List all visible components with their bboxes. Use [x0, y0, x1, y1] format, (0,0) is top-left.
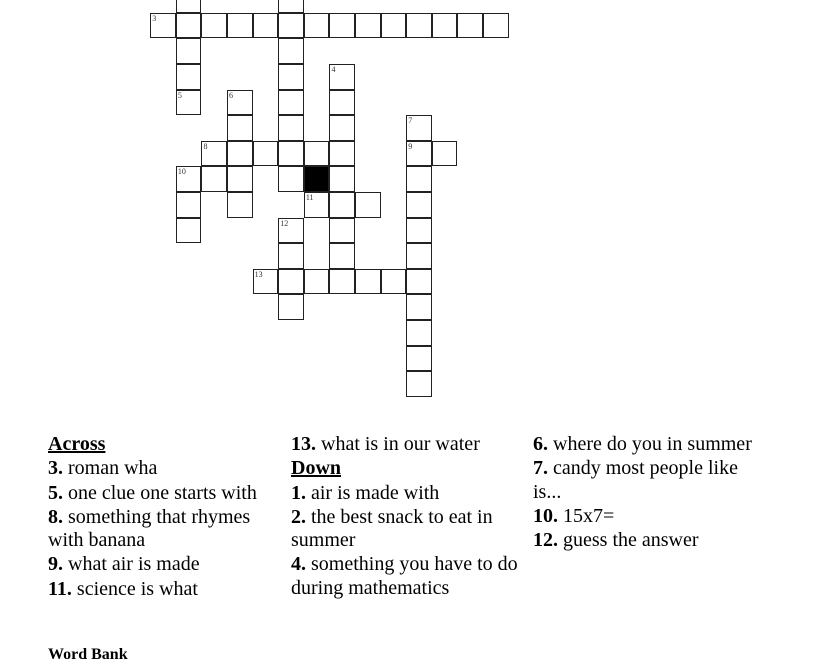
clue-item [291, 433, 526, 456]
grid-cell[interactable] [406, 346, 432, 372]
across-heading: Across [48, 433, 106, 455]
grid-cell[interactable] [406, 141, 432, 167]
clue-item [533, 505, 768, 528]
grid-cell[interactable] [329, 269, 355, 295]
clue-item [48, 506, 283, 553]
grid-cell[interactable] [406, 166, 432, 192]
grid-cell[interactable] [406, 115, 432, 141]
grid-cell[interactable] [227, 115, 253, 141]
grid-cell[interactable] [176, 38, 202, 64]
cell-number: 11 [305, 193, 314, 203]
grid-cell[interactable] [227, 13, 253, 39]
clue-number: 13. [291, 433, 316, 455]
grid-cell[interactable] [278, 38, 304, 64]
grid-cell[interactable] [406, 269, 432, 295]
clue-text: guess the answer [563, 529, 699, 552]
clue-text: what air is made [68, 553, 200, 576]
grid-cell[interactable] [201, 13, 227, 39]
grid-cell[interactable] [329, 64, 355, 90]
grid-cell[interactable] [278, 13, 304, 39]
grid-cell[interactable] [150, 13, 176, 39]
clue-number: 11. [48, 577, 72, 600]
grid-cell[interactable] [381, 269, 407, 295]
clue-text: something you have to do during mathematics [291, 553, 518, 599]
grid-cell[interactable] [406, 192, 432, 218]
clue-item [291, 553, 526, 600]
grid-cell[interactable] [176, 13, 202, 39]
grid-cell[interactable] [278, 294, 304, 320]
clue-text: the best snack to eat in summer [291, 505, 493, 552]
clue-number: 7. [533, 457, 548, 480]
black-cell [304, 166, 330, 192]
grid-cell[interactable] [278, 64, 304, 90]
grid-cell[interactable] [457, 13, 483, 39]
clue-item [48, 553, 283, 576]
grid-cell[interactable] [227, 141, 253, 167]
clue-number: 8. [48, 505, 63, 528]
clue-number: 10. [533, 504, 558, 527]
clue-number: 6. [533, 433, 548, 455]
clue-number: 3. [48, 457, 63, 480]
cell-number: 4 [331, 65, 336, 75]
grid-cell[interactable] [278, 0, 304, 13]
grid-cell[interactable] [329, 141, 355, 167]
grid-cell[interactable] [483, 13, 509, 39]
grid-cell[interactable] [253, 269, 279, 295]
clues-column-3 [533, 433, 768, 553]
grid-cell[interactable] [329, 218, 355, 244]
grid-cell[interactable] [406, 13, 432, 39]
grid-cell[interactable] [176, 90, 202, 116]
grid-cell[interactable] [227, 166, 253, 192]
grid-cell[interactable] [278, 218, 304, 244]
grid-cell[interactable] [176, 166, 202, 192]
clue-text: science is what [76, 577, 198, 600]
grid-cell[interactable] [355, 192, 381, 218]
grid-cell[interactable] [278, 269, 304, 295]
grid-cell[interactable] [304, 192, 330, 218]
grid-cell[interactable] [406, 243, 432, 269]
clue-number: 9. [48, 553, 63, 576]
clue-text: roman wha [68, 457, 158, 480]
clue-number: 2. [291, 505, 306, 528]
grid-cell[interactable] [201, 166, 227, 192]
clue-text: something that rhymes with banana [48, 505, 251, 552]
grid-cell[interactable] [176, 0, 202, 13]
grid-cell[interactable] [406, 320, 432, 346]
grid-cell[interactable] [406, 371, 432, 397]
clue-item [291, 482, 526, 505]
grid-cell[interactable] [406, 218, 432, 244]
grid-cell[interactable] [201, 141, 227, 167]
grid-cell[interactable] [304, 13, 330, 39]
grid-cell[interactable] [329, 13, 355, 39]
cell-number: 6 [229, 90, 234, 100]
grid-cell[interactable] [406, 294, 432, 320]
clue-number: 4. [291, 553, 306, 576]
clue-item [48, 457, 283, 480]
cell-number: 8 [203, 141, 208, 151]
cell-number: 13 [254, 269, 263, 279]
cell-number: 3 [152, 13, 157, 23]
grid-cell[interactable] [176, 218, 202, 244]
grid-cell[interactable] [278, 141, 304, 167]
grid-cell[interactable] [355, 269, 381, 295]
cell-number: 12 [280, 218, 289, 228]
cell-number: 10 [177, 167, 186, 177]
clue-item [533, 529, 768, 552]
grid-cell[interactable] [253, 141, 279, 167]
clue-text: candy most people like is... [533, 457, 738, 503]
grid-cell[interactable] [278, 166, 304, 192]
clue-item [533, 433, 768, 456]
cell-number: 7 [408, 116, 413, 126]
grid-cell[interactable] [381, 13, 407, 39]
grid-cell[interactable] [176, 192, 202, 218]
grid-cell[interactable] [304, 269, 330, 295]
grid-cell[interactable] [329, 166, 355, 192]
clue-text: 15x7= [563, 504, 615, 527]
cell-number: 9 [408, 141, 413, 151]
clue-item [48, 578, 283, 601]
clue-number: 1. [291, 481, 306, 504]
grid-cell[interactable] [432, 13, 458, 39]
clue-item [291, 506, 526, 553]
grid-cell[interactable] [329, 115, 355, 141]
clue-text: one clue one starts with [68, 481, 257, 504]
grid-cell[interactable] [278, 90, 304, 116]
grid-cell[interactable] [329, 243, 355, 269]
clue-number: 5. [48, 481, 63, 504]
clue-number: 12. [533, 529, 558, 552]
clue-item [48, 482, 283, 505]
clue-item [533, 457, 768, 504]
clue-text: where do you in summer [553, 433, 752, 455]
grid-cell[interactable] [227, 192, 253, 218]
grid-cell[interactable] [432, 141, 458, 167]
grid-cell[interactable] [329, 192, 355, 218]
cell-number: 5 [177, 90, 182, 100]
grid-cell[interactable] [355, 13, 381, 39]
down-heading: Down [291, 457, 342, 480]
grid-cell[interactable] [227, 90, 253, 116]
grid-cell[interactable] [329, 90, 355, 116]
grid-cell[interactable] [304, 141, 330, 167]
clues-column-2 [291, 433, 526, 601]
grid-cell[interactable] [278, 115, 304, 141]
clue-text: what is in our water [321, 433, 480, 455]
grid-cell[interactable] [278, 243, 304, 269]
clues-column-1 [48, 433, 283, 602]
word-bank-heading: Word Bank [48, 646, 128, 663]
clue-text: air is made with [311, 481, 440, 504]
grid-cell[interactable] [253, 13, 279, 39]
grid-cell[interactable] [176, 64, 202, 90]
